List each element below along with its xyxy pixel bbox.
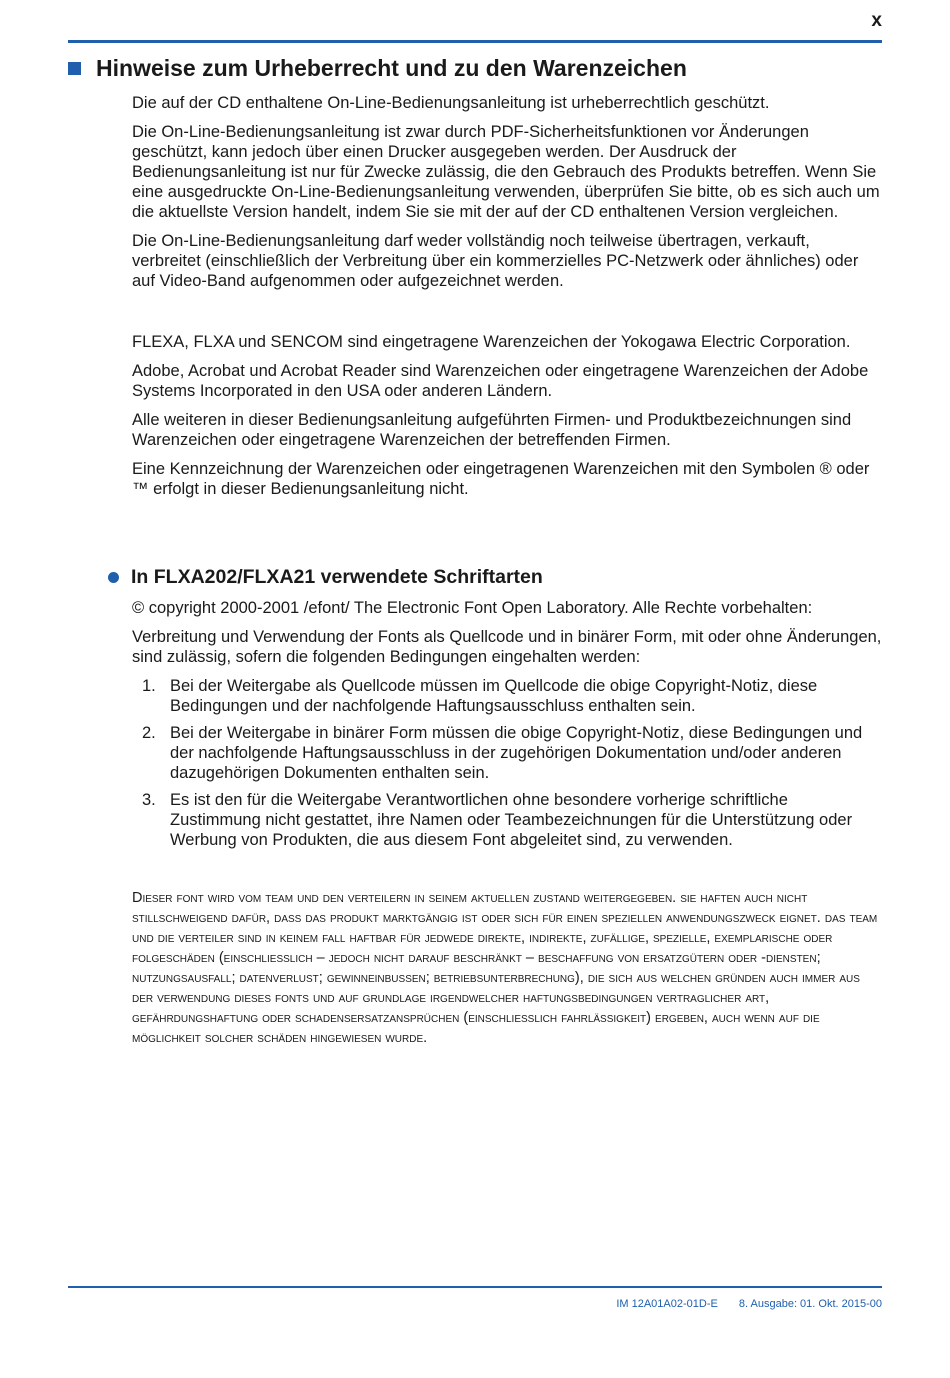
document-id: IM 12A01A02-01D-E	[616, 1298, 718, 1310]
section-heading	[68, 55, 687, 82]
paragraph: Eine Kennzeichnung der Warenzeichen oder eingetragenen Warenzeichen mit den Symbolen ® oder ™ erfolgt in dieser Bedienungsanleitung nicht.	[132, 460, 870, 498]
footer	[598, 1298, 882, 1310]
edition-info: 8. Ausgabe: 01. Okt. 2015-00	[738, 1298, 882, 1310]
list-number: 3.	[142, 791, 156, 809]
conditions-list	[132, 676, 882, 850]
paragraph: Verbreitung und Verwendung der Fonts als Quellcode und in binärer Form, mit oder ohne Änderungen, sind zulässig, sofern die folgenden Bedingungen eingehalten werden:	[132, 628, 882, 666]
paragraph: Die On-Line-Bedienungsanleitung ist zwar durch PDF-Sicherheitsfunktionen vor Änderungen geschützt, kann jedoch über einen Drucker ausgegeben werden. Der Ausdruck der Bedienungsanleitung ist nur für Zwecke zulässig, die den Gebrauch des Produkts betreffen. Wenn Sie eine ausgedruckte On-Line-Bedienungsanleitung verwenden, überprüfen Sie bitte, ob es sich auch um die aktuellste Version handelt, indem Sie sie mit der auf der CD enthaltenen Version vergleichen.	[132, 123, 880, 221]
paragraph: FLEXA, FLXA und SENCOM sind eingetragene Warenzeichen der Yokogawa Electric Corporation.	[132, 333, 851, 351]
list-item	[132, 676, 882, 716]
top-divider	[68, 40, 882, 43]
list-item-text: Es ist den für die Weitergabe Verantwortlichen ohne besondere vorherige schriftliche Zustimmung nicht gestattet, ihre Namen oder Teambezeichnungen für die Unterstützung oder Werbung von Produkten, die aus diesem Font abgeleitet sind, zu verwenden.	[170, 791, 853, 849]
square-bullet-icon	[68, 62, 81, 75]
paragraph: Die auf der CD enthaltene On-Line-Bedienungsanleitung ist urheberrechtlich geschützt.	[132, 94, 770, 112]
list-item	[132, 723, 882, 783]
list-item-text: Bei der Weitergabe als Quellcode müssen im Quellcode die obige Copyright-Notiz, diese Bedingungen und der nachfolgende Haftungsausschluss enthalten sein.	[170, 677, 818, 715]
disclaimer-text: Dieser font wird vom team und den verteilern in seinem aktuellen zustand weitergegeben. sie haften auch nicht stillschweigend dafür, dass das produkt marktgängig ist oder sich für einen speziellen anwendungszweck eignet. das team und die verteiler sind in keinem fall haftbar für jedwede direkte, indirekte, zufällige, spezielle, exemplarische oder folgeschäden (einschliesslich – jedoch nicht darauf beschränkt – beschaffung von ersatzgütern oder -diensten; nutzungsausfall; datenverlust; gewinneinbussen; betriebsunterbrechung), die sich aus welchen gründen auch immer aus der verwendung dieses fonts und auf grundlage irgendwelcher haftungsbedingungen vertraglicher art, gefährdungshaftung oder schadensersatzansprüchen (einschliesslich fahrlässigkeit) ergeben, auch wenn auf die möglichkeit solcher schäden hingewiesen wurde.	[132, 890, 878, 1046]
list-item	[132, 790, 882, 850]
list-number: 1.	[142, 677, 156, 695]
list-item-text: Bei der Weitergabe in binärer Form müssen die obige Copyright-Notiz, diese Bedingungen und der nachfolgende Haftungsausschluss in der zugehörigen Dokumentation und/oder anderen dazugehörigen Dokumenten enthalten sein.	[170, 724, 863, 782]
round-bullet-icon	[108, 572, 119, 583]
font-license-section	[132, 598, 882, 857]
subsection-heading	[108, 566, 543, 589]
page-title: Hinweise zum Urheberrecht und zu den Warenzeichen	[96, 55, 687, 81]
bottom-divider	[68, 1286, 882, 1288]
subsection-title: In FLXA202/FLXA21 verwendete Schriftarten	[131, 566, 543, 588]
paragraph: Die On-Line-Bedienungsanleitung darf weder vollständig noch teilweise übertragen, verkauft, verbreitet (einschließlich der Verbreitung über ein kommerzielles PC-Netzwerk oder ähnliches) oder auf Video-Band aufgenommen oder aufgezeichnet werden.	[132, 232, 859, 290]
list-number: 2.	[142, 724, 156, 742]
paragraph: Adobe, Acrobat und Acrobat Reader sind Warenzeichen oder eingetragene Warenzeichen der Adobe Systems Incorporated in den USA oder anderen Ländern.	[132, 362, 869, 400]
copyright-section	[132, 93, 882, 508]
page-number: x	[871, 10, 882, 31]
paragraph: Alle weiteren in dieser Bedienungsanleitung aufgeführten Firmen- und Produktbezeichnungen sind Warenzeichen oder eingetragene Warenzeichen der betreffenden Firmen.	[132, 411, 852, 449]
paragraph: © copyright 2000-2001 /efont/ The Electronic Font Open Laboratory. Alle Rechte vorbehalten:	[132, 599, 813, 617]
